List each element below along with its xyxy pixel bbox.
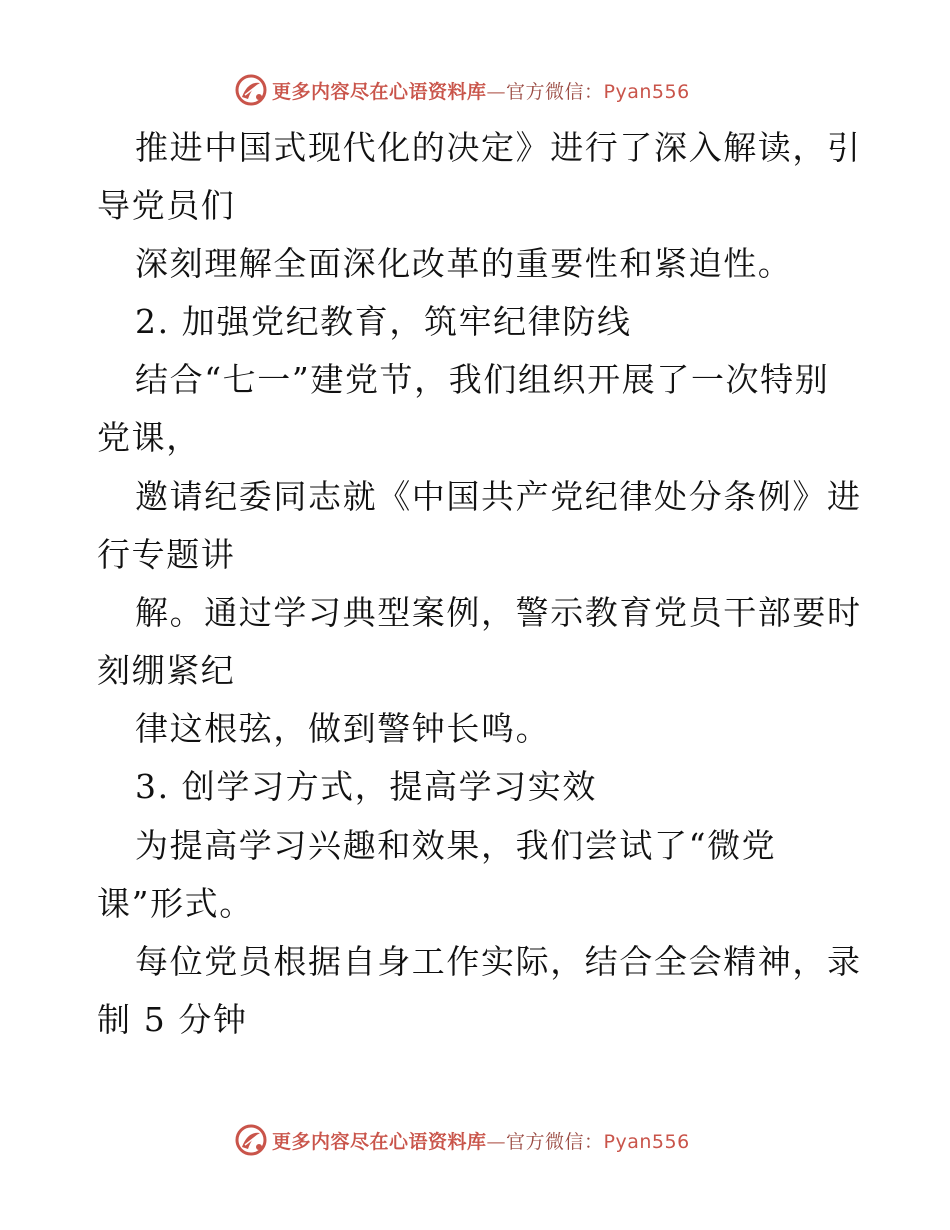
text-line: 制 5 分钟 <box>97 1000 248 1039</box>
watermark-wechat-id: Pyan556 <box>603 1130 690 1153</box>
text-line: 党课， <box>97 418 201 457</box>
text-line: 导党员们 <box>97 186 236 225</box>
section-heading: 2. 加强党纪教育，筑牢纪律防线 <box>135 302 632 341</box>
watermark-title: 更多内容尽在心语资料库 <box>272 80 487 103</box>
watermark-text <box>272 77 690 104</box>
logo-icon <box>234 73 268 107</box>
header-watermark <box>234 72 690 108</box>
footer-watermark <box>234 1122 690 1158</box>
watermark-wechat-id: Pyan556 <box>603 80 690 103</box>
text-line: 为提高学习兴趣和效果，我们尝试了“微党 <box>135 826 777 865</box>
section-heading: 3. 创学习方式，提高学习实效 <box>135 767 597 806</box>
text-line: 律这根弦，做到警钟长鸣。 <box>135 709 551 748</box>
watermark-dash: — <box>486 80 507 103</box>
watermark-title: 更多内容尽在心语资料库 <box>272 1130 487 1153</box>
watermark-text <box>272 1127 690 1154</box>
text-line: 刻绷紧纪 <box>97 651 236 690</box>
text-line: 课”形式。 <box>97 884 254 923</box>
text-line: 解。通过学习典型案例，警示教育党员干部要时 <box>135 593 862 632</box>
watermark-dash: — <box>486 1130 507 1153</box>
text-line: 深刻理解全面深化改革的重要性和紧迫性。 <box>135 244 793 283</box>
watermark-wechat-label: 官方微信： <box>506 80 604 103</box>
text-line: 推进中国式现代化的决定》进行了深入解读，引 <box>135 128 862 167</box>
logo-icon <box>234 1123 268 1157</box>
text-line: 结合“七一”建党节，我们组织开展了一次特别 <box>135 360 830 399</box>
text-line: 每位党员根据自身工作实际，结合全会精神，录 <box>135 942 862 981</box>
watermark-wechat-label: 官方微信： <box>506 1130 604 1153</box>
text-line: 行专题讲 <box>97 535 236 574</box>
text-line: 邀请纪委同志就《中国共产党纪律处分条例》进 <box>135 477 862 516</box>
